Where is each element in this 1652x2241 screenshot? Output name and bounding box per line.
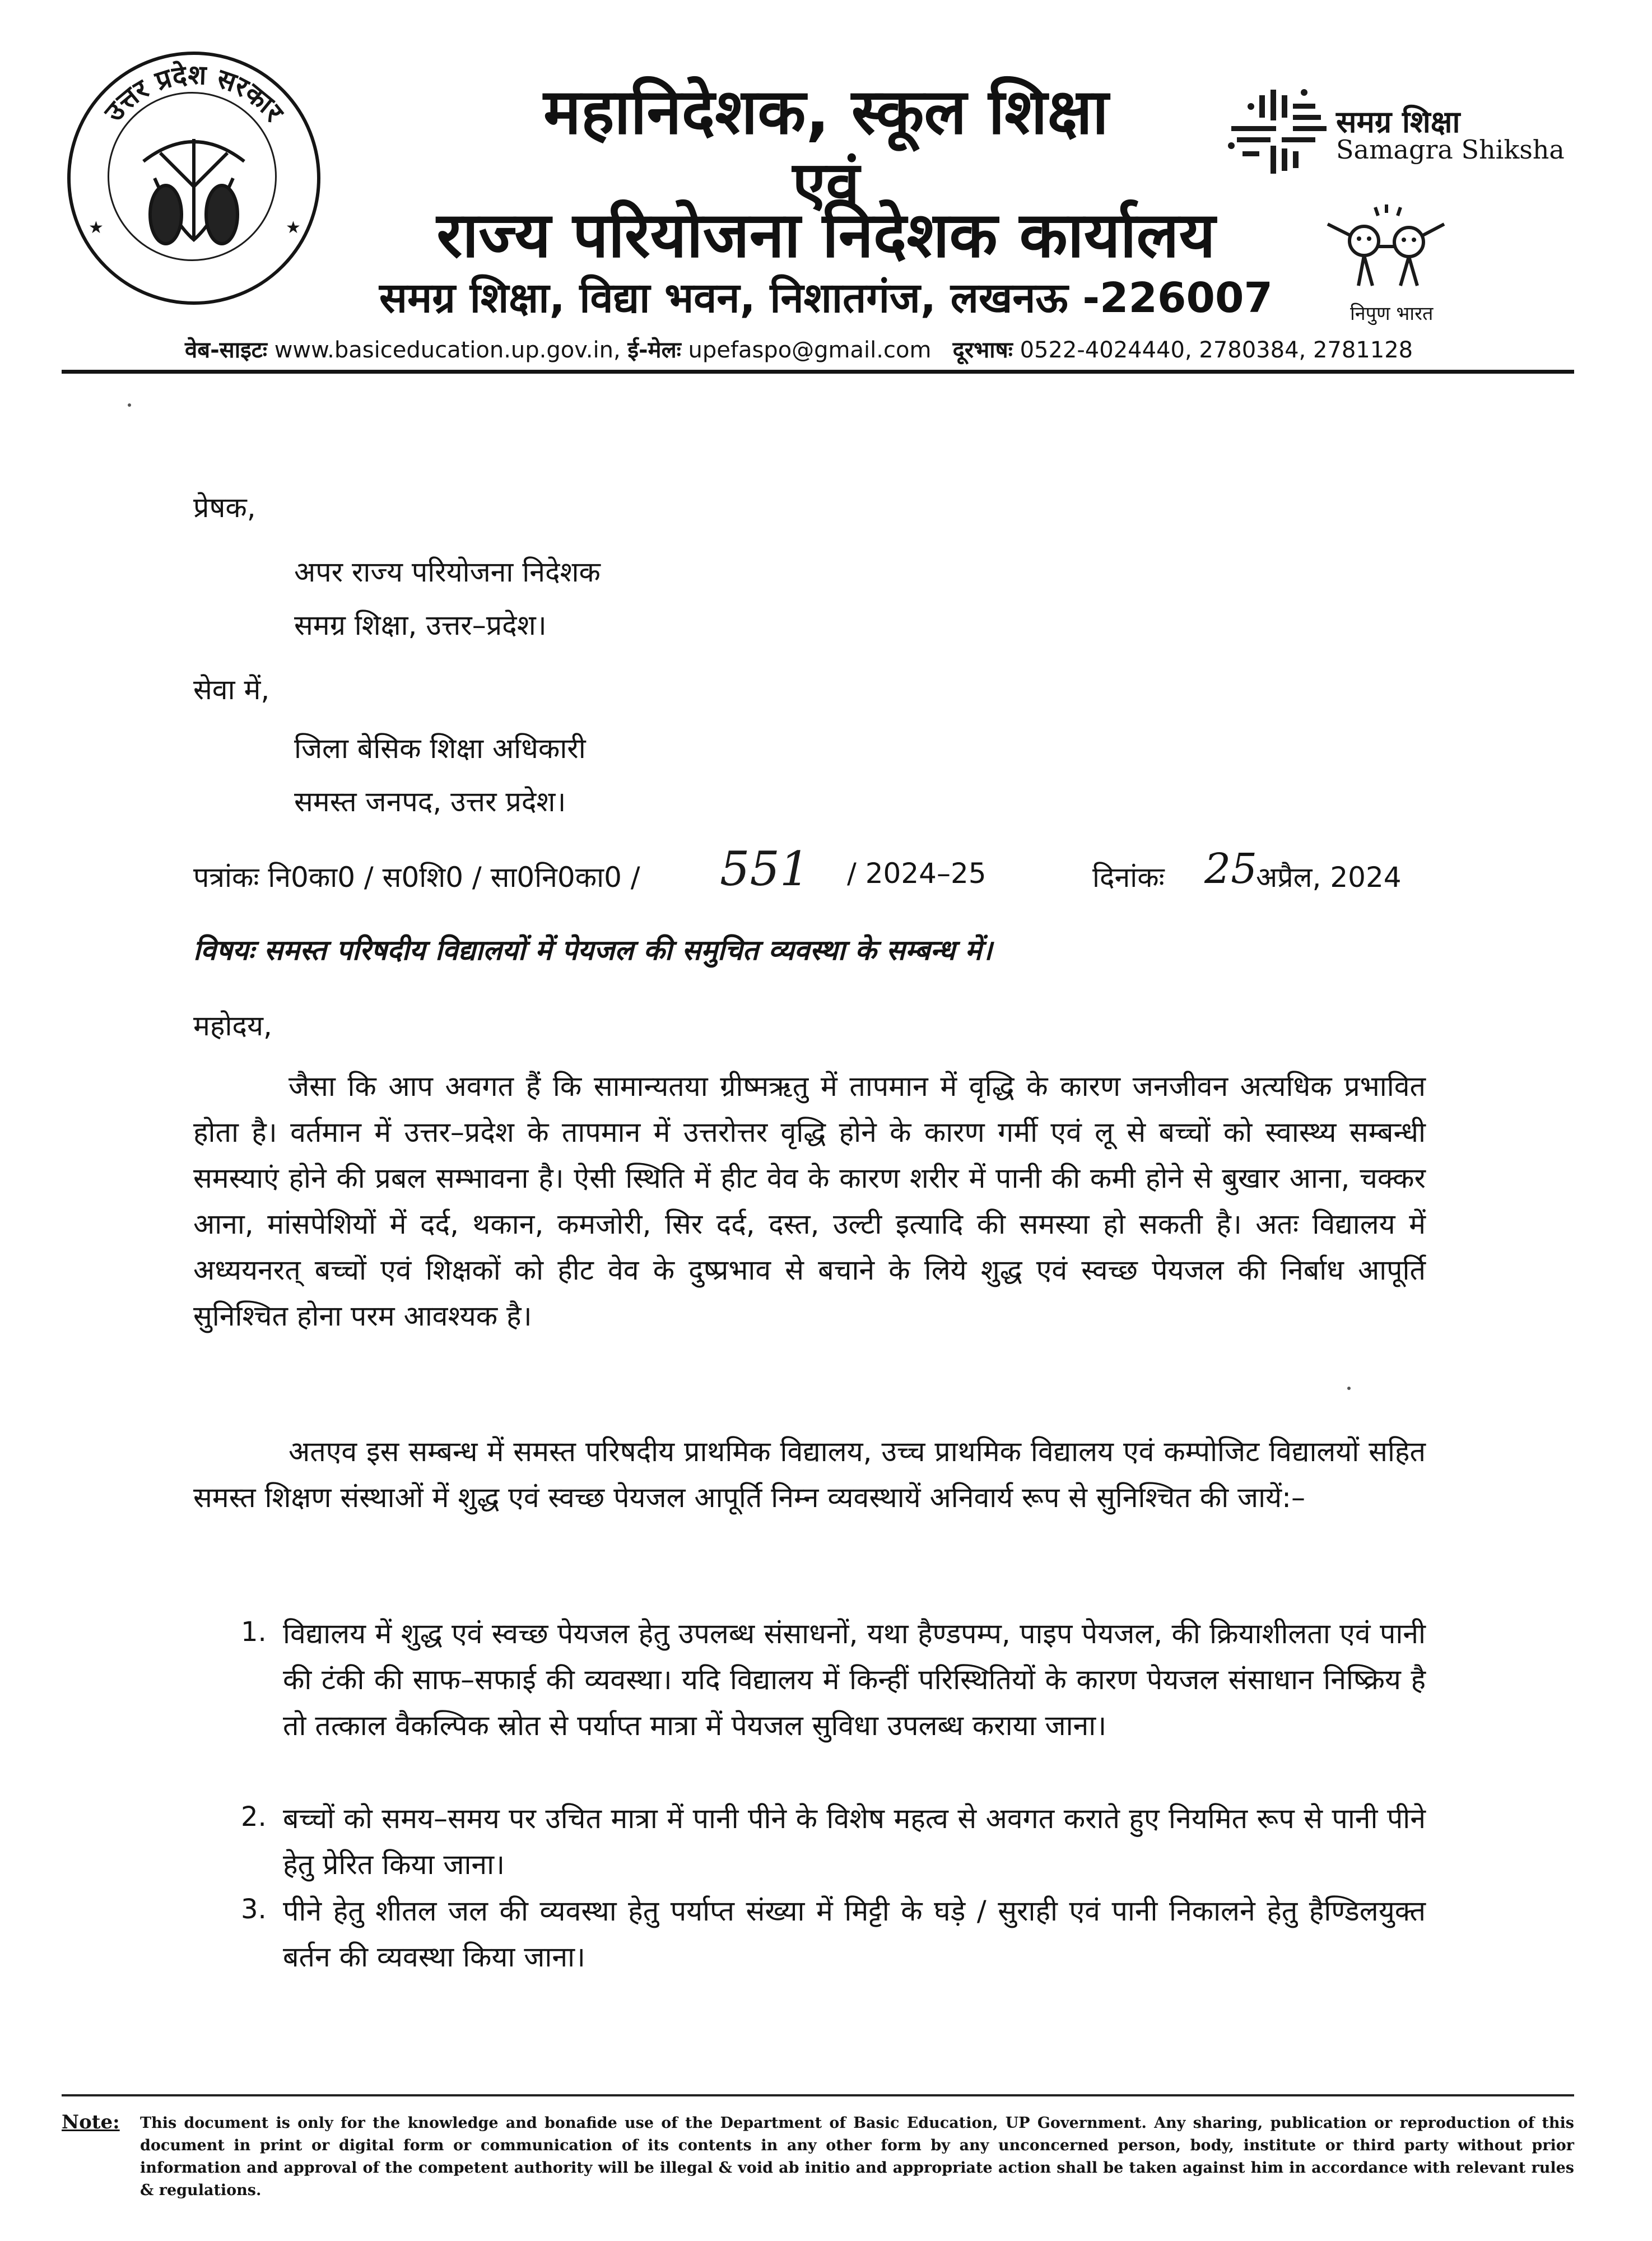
office-title-line2: एवं: [792, 149, 860, 219]
recipient-designation: जिला बेसिक शिक्षा अधिकारी: [294, 732, 586, 765]
phone-numbers: 0522-4024440, 2780384, 2781128: [1020, 337, 1413, 363]
reference-prefix: पत्रांकः नि0का0 / स0शि0 / सा0नि0का0 /: [193, 861, 640, 894]
recipient-label: सेवा में,: [193, 673, 270, 706]
date-month-year: अप्रैल, 2024: [1256, 861, 1402, 894]
svg-text:उत्तर प्रदेश सरकार: उत्तर प्रदेश सरकार: [98, 59, 290, 128]
nipun-bharat-label: निपुण भारत: [1350, 303, 1434, 325]
list-item-number: 1.: [241, 1616, 267, 1648]
office-title-line1: महानिदेशक, स्कूल शिक्षा: [543, 76, 1109, 148]
list-item-number: 2.: [241, 1801, 267, 1833]
scan-speck: [128, 403, 131, 407]
note-disclaimer: This document is only for the knowledge and bonafide use of the Department of Basic Education, UP Government. Any sharing, publication or reproduction of this document in print or digital form or communication of its contents in any other form by any unconcerned person, body, institute or third party without prior information and approval of the competent authority will be illegal & void ab initio and appropriate action shall be taken against him in accordance with relevant rules & regulations.: [140, 2114, 1574, 2199]
sender-designation: अपर राज्य परियोजना निदेशक: [294, 556, 601, 588]
recipient-location: समस्त जनपद, उत्तर प्रदेश।: [294, 785, 566, 818]
samagra-shiksha-logo-icon: [1220, 84, 1332, 179]
website-label: वेब-साइटः: [185, 337, 267, 363]
reference-number-handwritten: 551: [720, 841, 810, 896]
scan-speck: [1347, 1387, 1351, 1390]
email-label: ई-मेलः: [627, 337, 681, 363]
email-link[interactable]: upefaspo@gmail.com: [688, 337, 932, 363]
sender-office: समग्र शिक्षा, उत्तर–प्रदेश।: [294, 609, 547, 641]
list-item: विद्यालय में शुद्ध एवं स्वच्छ पेयजल हेतु उपलब्ध संसाधनों, यथा हैण्डपम्प, पाइप पेयजल, की क्रियाशीलता एवं पानी की टंकी की साफ–सफाई की व्यवस्था। यदि विद्यालय में किन्हीं परिस्थितियों के कारण पेयजल संसाधान निष्क्रिय है तो तत्काल वैकल्पिक स्रोत से पर्याप्त मात्रा में पेयजल सुविधा उपलब्ध कराया जाना।: [283, 1617, 1426, 1742]
contact-line: [185, 333, 1413, 364]
office-address: समग्र शिक्षा, विद्या भवन, निशातगंज, लखनऊ -226007: [379, 274, 1273, 322]
website-link[interactable]: www.basiceducation.up.gov.in,: [274, 337, 621, 363]
samagra-shiksha-hindi: समग्र शिक्षा: [1336, 104, 1460, 140]
nipun-bharat-logo-icon: [1316, 202, 1451, 297]
office-title-line3: राज्य परियोजना निदेशक कार्यालय: [436, 199, 1216, 272]
header-divider: [62, 370, 1574, 374]
samagra-shiksha-english: Samagra Shiksha: [1336, 134, 1565, 165]
date-day-handwritten: 25: [1204, 845, 1258, 893]
sender-label: प्रेषक,: [193, 491, 256, 524]
footer-divider: [62, 2094, 1574, 2096]
body-paragraph-1: जैसा कि आप अवगत हैं कि सामान्यतया ग्रीष्मऋतु में तापमान में वृद्धि के कारण जनजीवन अत्यधिक प्रभावित होता है। वर्तमान में उत्तर–प्रदेश के तापमान में उत्तरोत्तर वृद्धि होने के कारण गर्मी एवं लू से बच्चों को स्वास्थ्य सम्बन्धी समस्याएं होने की प्रबल सम्भावना है। ऐसी स्थिति में हीट वेव के कारण शरीर में पानी की कमी होने से बुखार आना, चक्कर आना, मांसपेशियों में दर्द, थकान, कमजोरी, सिर दर्द, दस्त, उल्टी इत्यादि की समस्या हो सकती है। अतः विद्यालय में अध्ययनरत् बच्चों एवं शिक्षकों को हीट वेव के दुष्प्रभाव से बचाने के लिये शुद्ध एवं स्वच्छ पेयजल की निर्बाध आपूर्ति सुनिश्चित होना परम आवश्यक है।: [193, 1070, 1426, 1332]
list-item: बच्चों को समय–समय पर उचित मात्रा में पानी पीने के विशेष महत्व से अवगत कराते हुए नियमित रूप से पानी पीने हेतु प्रेरित किया जाना।: [283, 1802, 1426, 1881]
date-label: दिनांकः: [1092, 861, 1165, 894]
body-paragraph-2: अतएव इस सम्बन्ध में समस्त परिषदीय प्राथमिक विद्यालय, उच्च प्राथमिक विद्यालय एवं कम्पोजिट विद्यालयों सहित समस्त शिक्षण संस्थाओं में शुद्ध एवं स्वच्छ पेयजल आपूर्ति निम्न व्यवस्थायें अनिवार्य रूप से सुनिश्चित की जायें:–: [193, 1435, 1426, 1514]
note-label: Note:: [62, 2111, 120, 2133]
list-item: पीने हेतु शीतल जल की व्यवस्था हेतु पर्याप्त संख्या में मिट्टी के घड़े / सुराही एवं पानी निकालने हेतु हैण्डिलयुक्त बर्तन की व्यवस्था किया जाना।: [283, 1895, 1426, 1973]
list-item-number: 3.: [241, 1894, 267, 1925]
salutation: महोदय,: [193, 1010, 272, 1042]
svg-text:★: ★: [89, 218, 104, 238]
phone-label: दूरभाषः: [952, 337, 1013, 363]
svg-text:★: ★: [286, 218, 301, 238]
reference-year: / 2024–25: [847, 857, 986, 890]
letter-subject: विषयः समस्त परिषदीय विद्यालयों में पेयजल की समुचित व्यवस्था के सम्बन्ध में।: [193, 934, 993, 966]
